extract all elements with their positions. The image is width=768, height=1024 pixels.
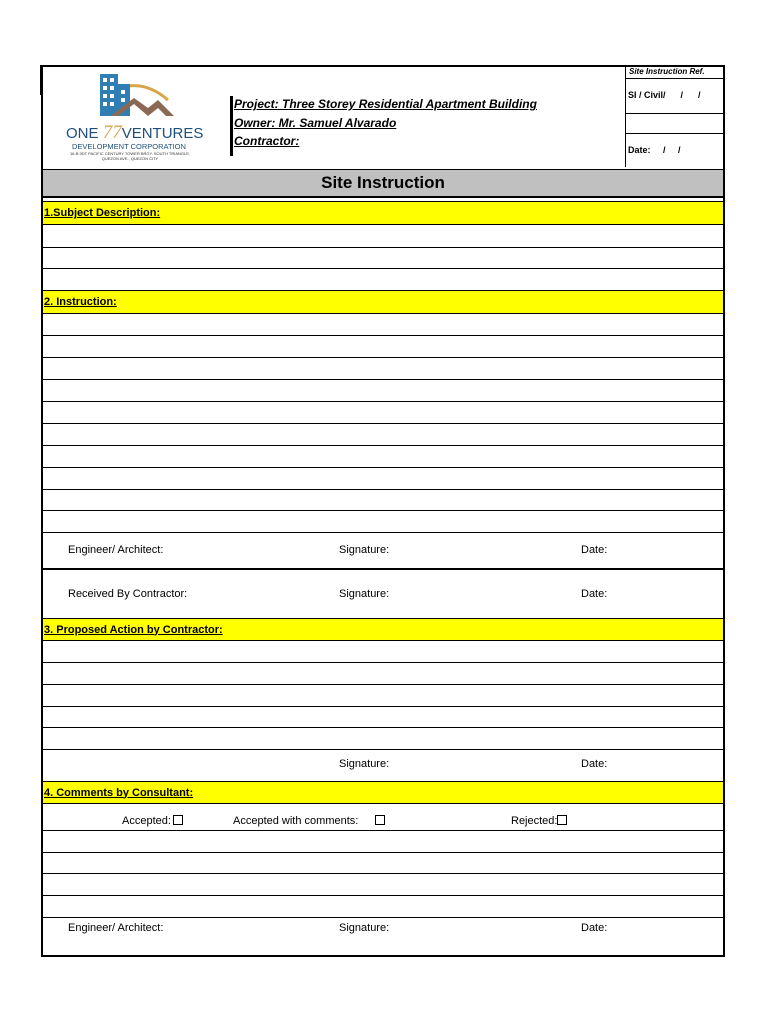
accepted-label: Accepted:: [122, 815, 171, 827]
comments-line-3[interactable]: [43, 873, 723, 874]
owner-text: Owner: Mr. Samuel Alvarado: [234, 116, 397, 130]
engineer-signature-label: Signature:: [339, 544, 390, 556]
instruction-line-4[interactable]: [43, 401, 723, 402]
logo-brand-num: 77: [102, 122, 122, 143]
ref-date: Date: / /: [628, 145, 681, 155]
section-subject-header: 1.Subject Description:: [43, 201, 723, 225]
si-number: SI / Civil/ / /: [628, 90, 701, 100]
reference-title: Site Instruction Ref.: [629, 67, 705, 76]
accepted-comments-label: Accepted with comments:: [233, 815, 359, 827]
engineer-label: Engineer/ Architect:: [68, 544, 164, 556]
reference-box: [625, 65, 725, 167]
logo-address-line2: QUEZON AVE., QUEZON CITY: [101, 156, 159, 161]
logo-address-line1: 16-B 9DT PACIFIC CENTURY TOWER BRGY. SOUTH TRIANGLE,: [69, 151, 191, 156]
logo-brand-one: ONE: [66, 125, 99, 142]
logo-brand-rest: VENTURES: [121, 125, 204, 142]
ref-divider-3: [626, 133, 725, 134]
form-title: Site Instruction: [43, 169, 723, 198]
subject-line-2[interactable]: [43, 268, 723, 269]
ref-divider-2: [626, 113, 725, 114]
consultant-date-label: Date:: [581, 922, 608, 934]
instruction-line-1[interactable]: [43, 335, 723, 336]
accepted-comments-checkbox[interactable]: [375, 815, 385, 825]
accepted-comments-option[interactable]: [233, 815, 385, 827]
ref-divider-1: [626, 78, 725, 79]
signoff-divider-1: [43, 568, 723, 570]
accepted-checkbox[interactable]: [173, 815, 183, 825]
project-text: Project: Three Storey Residential Apartment Building: [234, 97, 537, 111]
consultant-engineer-label: Engineer/ Architect:: [68, 922, 164, 934]
contractor-text: Contractor:: [234, 134, 300, 148]
proposed-line-5[interactable]: [43, 749, 723, 750]
logo-subtitle: DEVELOPMENT CORPORATION: [72, 142, 186, 151]
received-date-label: Date:: [581, 588, 608, 600]
accepted-option[interactable]: [122, 815, 183, 827]
comments-line-1[interactable]: [43, 830, 723, 831]
comments-line-4[interactable]: [43, 895, 723, 896]
proposed-signature-label: Signature:: [339, 758, 390, 770]
section-comments-header: 4. Comments by Consultant:: [43, 781, 723, 804]
logo-address: [59, 151, 201, 161]
section-proposed-header: 3. Proposed Action by Contractor:: [43, 618, 723, 641]
comments-line-5[interactable]: [43, 917, 723, 918]
instruction-line-9[interactable]: [43, 510, 723, 511]
instruction-line-10[interactable]: [43, 532, 723, 533]
proposed-line-1[interactable]: [43, 662, 723, 663]
proposed-line-2[interactable]: [43, 684, 723, 685]
logo-wordmark: [66, 122, 203, 144]
received-label: Received By Contractor:: [68, 588, 188, 600]
proposed-line-3[interactable]: [43, 706, 723, 707]
engineer-date-label: Date:: [581, 544, 608, 556]
rejected-checkbox[interactable]: [557, 815, 567, 825]
instruction-line-5[interactable]: [43, 423, 723, 424]
project-divider: [230, 96, 233, 156]
subject-line-1[interactable]: [43, 247, 723, 248]
rejected-label: Rejected:: [511, 815, 558, 827]
instruction-line-2[interactable]: [43, 357, 723, 358]
company-logo: [50, 70, 210, 162]
instruction-line-6[interactable]: [43, 445, 723, 446]
consultant-signature-label: Signature:: [339, 922, 390, 934]
instruction-line-8[interactable]: [43, 489, 723, 490]
proposed-line-4[interactable]: [43, 727, 723, 728]
comments-line-2[interactable]: [43, 852, 723, 853]
header-tick: [40, 65, 43, 95]
instruction-line-3[interactable]: [43, 379, 723, 380]
instruction-line-7[interactable]: [43, 467, 723, 468]
rejected-option[interactable]: [511, 815, 567, 827]
proposed-date-label: Date:: [581, 758, 608, 770]
received-signature-label: Signature:: [339, 588, 390, 600]
section-instruction-header: 2. Instruction:: [43, 290, 723, 314]
